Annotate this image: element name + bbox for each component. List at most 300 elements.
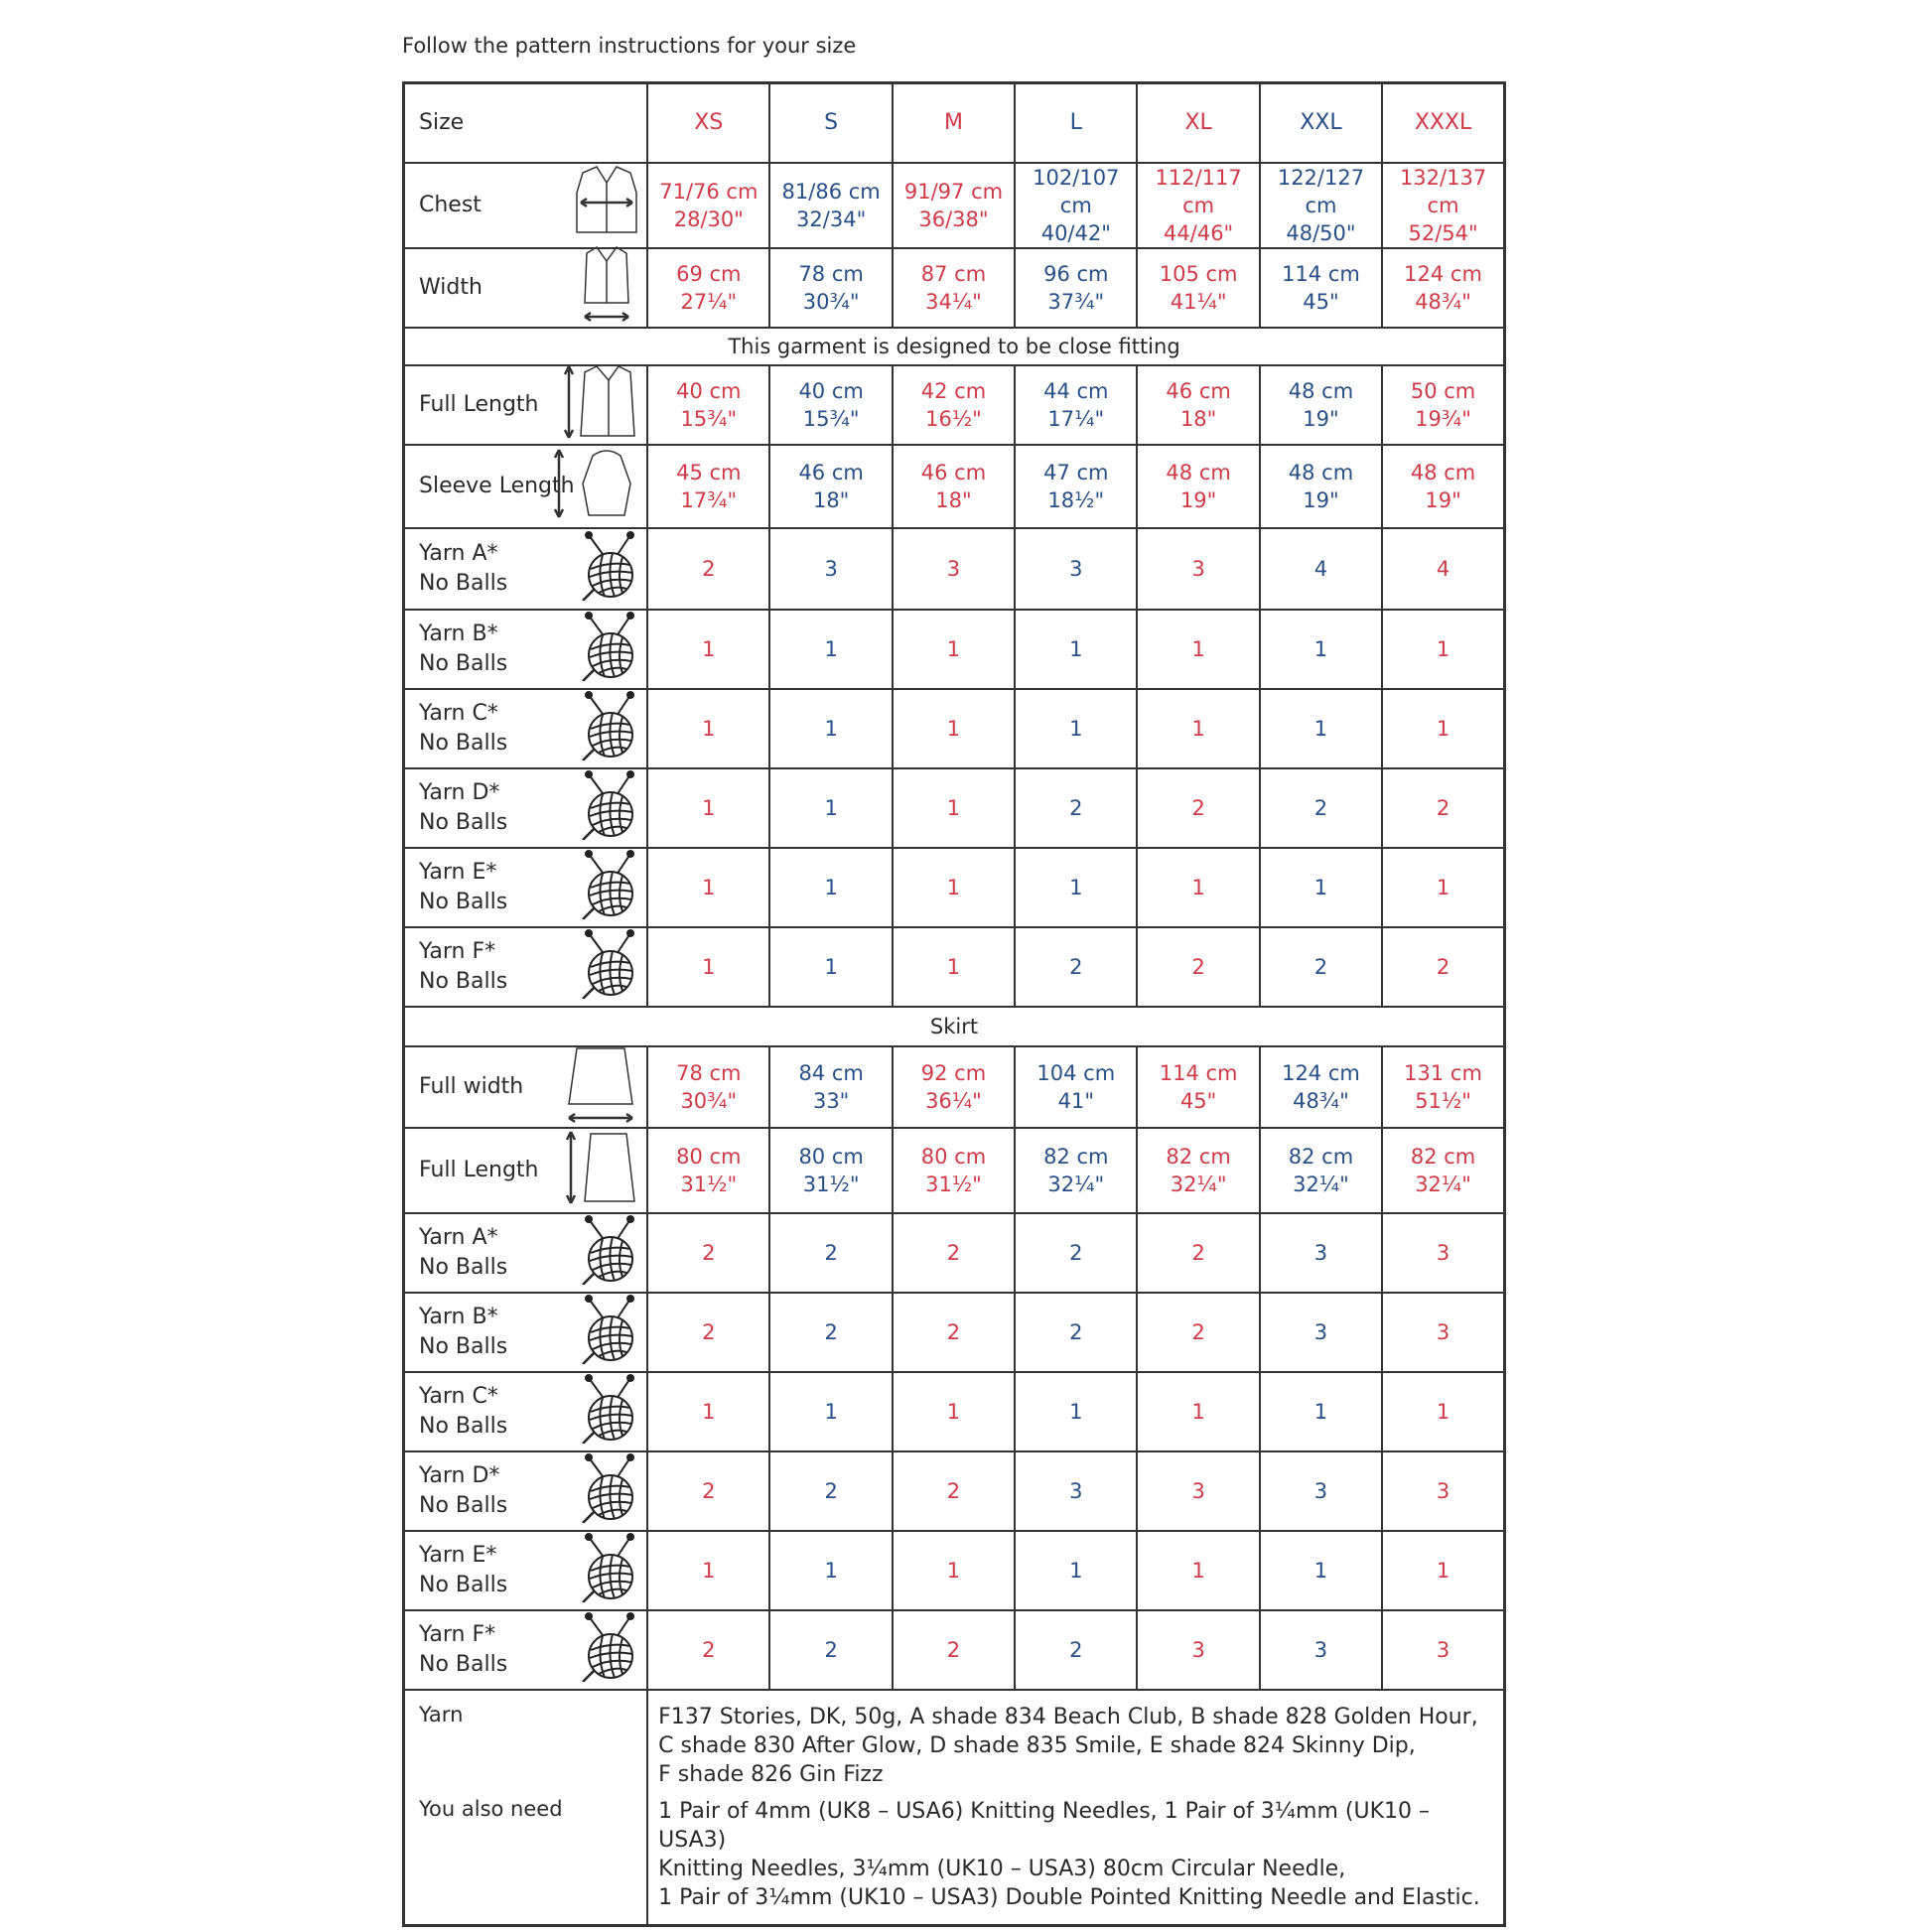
garment-chest-value-s <box>769 163 892 248</box>
skirt-full-width-value-xxl <box>1260 1046 1382 1128</box>
metric-value: 114 cm <box>1159 1060 1238 1085</box>
skirt-yarn-b-count-xs: 2 <box>647 1293 769 1372</box>
page-intro: Follow the pattern instructions for your size <box>402 34 857 58</box>
garment-full-length-value-m <box>893 365 1015 445</box>
size-label-text: Size <box>419 109 465 135</box>
yarn-balls-label: No Balls <box>419 730 508 756</box>
size-s: S <box>769 83 892 163</box>
garment-full-length-value-xl <box>1137 365 1259 445</box>
skirt-yarn-c-count-m: 1 <box>893 1372 1015 1451</box>
garment-width-value-xs <box>647 248 769 328</box>
imperial-value: 31½" <box>802 1172 860 1196</box>
skirt-yarn-f-count-xxxl: 3 <box>1382 1610 1504 1690</box>
yarn-balls-label: No Balls <box>419 968 508 994</box>
skirt-yarn-f-count-xl: 3 <box>1137 1610 1259 1690</box>
skirt-yarn-c-count-xxl: 1 <box>1260 1372 1382 1451</box>
imperial-value: 41¼" <box>1170 289 1227 314</box>
garment-chest-value-m <box>893 163 1015 248</box>
cardigan-yarn-e-count-s: 1 <box>769 848 892 927</box>
skirt-yarn-b-count-xl: 2 <box>1137 1293 1259 1372</box>
skirt-yarn-d-count-xs: 2 <box>647 1451 769 1531</box>
skirt-yarn-d-label <box>404 1451 648 1531</box>
imperial-value: 19" <box>1303 487 1339 512</box>
skirt-yarn-d-count-xl: 3 <box>1137 1451 1259 1531</box>
yarn-ball-icon <box>581 929 638 1005</box>
garment-chest-value-xxxl <box>1382 163 1504 248</box>
skirt-full-length-value-xxxl <box>1382 1128 1504 1213</box>
yarn-notes-label: Yarn <box>419 1702 464 1726</box>
garment-full-length-label-text: Full Length <box>419 391 539 417</box>
skirt-yarn-a-count-m: 2 <box>893 1213 1015 1293</box>
imperial-value: 19" <box>1425 487 1461 512</box>
sleeve-length-icon <box>551 444 638 529</box>
imperial-value: 30¾" <box>680 1088 738 1113</box>
skirt-yarn-c-count-s: 1 <box>769 1372 892 1451</box>
imperial-value: 15¾" <box>802 406 860 431</box>
cardigan-yarn-c-label <box>404 689 648 768</box>
garment-full-length-value-xxxl <box>1382 365 1504 445</box>
cardigan-yarn-f-count-xl: 2 <box>1137 927 1259 1007</box>
yarn-balls-label: No Balls <box>419 650 508 676</box>
skirt-yarn-d-count-s: 2 <box>769 1451 892 1531</box>
yarn-name: Yarn B* <box>419 1304 498 1329</box>
metric-value: 48 cm <box>1288 378 1354 403</box>
garment-sleeve-length-value-xxl <box>1260 445 1382 528</box>
cardigan-yarn-c-count-m: 1 <box>893 689 1015 768</box>
size-xxxl: XXXL <box>1382 83 1504 163</box>
garment-chest-value-xxl <box>1260 163 1382 248</box>
metric-value: 80 cm <box>798 1144 864 1169</box>
skirt-yarn-f-count-xs: 2 <box>647 1610 769 1690</box>
cardigan-yarn-c-count-s: 1 <box>769 689 892 768</box>
garment-sleeve-length-value-xl <box>1137 445 1259 528</box>
skirt-yarn-b-row <box>404 1293 1505 1372</box>
yarn-name: Yarn E* <box>419 859 497 885</box>
skirt-full-length-label <box>404 1128 648 1213</box>
garment-sleeve-length-label-text: Sleeve Length <box>419 473 575 498</box>
garment-width-label-text: Width <box>419 274 483 300</box>
yarn-name: Yarn B* <box>419 621 498 646</box>
skirt-yarn-c-count-xxxl: 1 <box>1382 1372 1504 1451</box>
imperial-value: 44/46" <box>1164 220 1234 245</box>
skirt-yarn-a-row <box>404 1213 1505 1293</box>
garment-full-length-value-s <box>769 365 892 445</box>
cardigan-yarn-b-count-xxxl: 1 <box>1382 610 1504 689</box>
skirt-yarn-e-count-xs: 1 <box>647 1531 769 1610</box>
metric-value: 105 cm <box>1159 261 1238 286</box>
cardigan-yarn-e-count-l: 1 <box>1015 848 1137 927</box>
cardigan-yarn-a-count-m: 3 <box>893 528 1015 610</box>
skirt-yarn-c-row <box>404 1372 1505 1451</box>
cardigan-yarn-b-count-l: 1 <box>1015 610 1137 689</box>
skirt-yarn-a-count-xs: 2 <box>647 1213 769 1293</box>
cardigan-yarn-e-count-xs: 1 <box>647 848 769 927</box>
cardigan-yarn-d-row <box>404 768 1505 848</box>
imperial-value: 31½" <box>680 1172 738 1196</box>
cardigan-yarn-c-count-xs: 1 <box>647 689 769 768</box>
cardigan-yarn-b-row <box>404 610 1505 689</box>
cardigan-chest-icon <box>575 163 638 248</box>
metric-value: 122/127 cm <box>1277 165 1365 217</box>
garment-sleeve-length-row <box>404 445 1505 528</box>
cardigan-yarn-f-row <box>404 927 1505 1007</box>
notes-labels <box>404 1690 648 1926</box>
cardigan-yarn-e-count-xl: 1 <box>1137 848 1259 927</box>
yarn-ball-icon <box>581 1533 638 1608</box>
metric-value: 87 cm <box>920 261 987 286</box>
yarn-name: Yarn A* <box>419 540 498 566</box>
garment-width-value-l <box>1015 248 1137 328</box>
imperial-value: 48/50" <box>1286 220 1356 245</box>
metric-value: 96 cm <box>1043 261 1109 286</box>
imperial-value: 30¾" <box>802 289 860 314</box>
skirt-yarn-f-row <box>404 1610 1505 1690</box>
skirt-yarn-b-count-xxl: 3 <box>1260 1293 1382 1372</box>
skirt-full-width-value-m <box>893 1046 1015 1128</box>
yarn-description-line: F shade 826 Gin Fizz <box>658 1761 884 1787</box>
metric-value: 69 cm <box>676 261 742 286</box>
skirt-yarn-f-count-s: 2 <box>769 1610 892 1690</box>
skirt-heading: Skirt <box>404 1007 1505 1046</box>
imperial-value: 41" <box>1057 1088 1094 1113</box>
yarn-name: Yarn C* <box>419 1383 498 1409</box>
yarn-name: Yarn A* <box>419 1224 498 1250</box>
cardigan-yarn-a-count-s: 3 <box>769 528 892 610</box>
metric-value: 50 cm <box>1410 378 1476 403</box>
skirt-yarn-e-count-xxxl: 1 <box>1382 1531 1504 1610</box>
skirt-yarn-a-count-xl: 2 <box>1137 1213 1259 1293</box>
skirt-full-length-value-l <box>1015 1128 1137 1213</box>
garment-sleeve-length-value-m <box>893 445 1015 528</box>
cardigan-yarn-e-count-xxl: 1 <box>1260 848 1382 927</box>
imperial-value: 37¾" <box>1047 289 1105 314</box>
yarn-name: Yarn F* <box>419 1621 496 1647</box>
skirt-yarn-f-count-l: 2 <box>1015 1610 1137 1690</box>
skirt-full-length-value-xs <box>647 1128 769 1213</box>
garment-width-row <box>404 248 1505 328</box>
imperial-value: 45" <box>1303 289 1339 314</box>
metric-value: 71/76 cm <box>659 179 759 204</box>
yarn-name: Yarn C* <box>419 700 498 726</box>
size-l: L <box>1015 83 1137 163</box>
cardigan-yarn-a-count-xs: 2 <box>647 528 769 610</box>
metric-value: 124 cm <box>1404 261 1482 286</box>
skirt-full-length-value-xxl <box>1260 1128 1382 1213</box>
metric-value: 124 cm <box>1282 1060 1360 1085</box>
garment-width-label <box>404 248 648 328</box>
cardigan-yarn-c-row <box>404 689 1505 768</box>
skirt-full-length-value-xl <box>1137 1128 1259 1213</box>
imperial-value: 40/42" <box>1040 220 1111 245</box>
metric-value: 78 cm <box>798 261 864 286</box>
yarn-balls-label: No Balls <box>419 809 508 835</box>
skirt-full-width-value-xxxl <box>1382 1046 1504 1128</box>
metric-value: 131 cm <box>1404 1060 1482 1085</box>
metric-value: 47 cm <box>1043 460 1109 484</box>
cardigan-yarn-e-count-m: 1 <box>893 848 1015 927</box>
garment-width-value-xxxl <box>1382 248 1504 328</box>
skirt-heading-row <box>404 1007 1505 1046</box>
cardigan-yarn-c-count-xxl: 1 <box>1260 689 1382 768</box>
yarn-balls-label: No Balls <box>419 1492 508 1518</box>
metric-value: 132/137 cm <box>1399 165 1487 217</box>
skirt-full-width-row <box>404 1046 1505 1128</box>
yarn-name: Yarn F* <box>419 938 496 964</box>
yarn-balls-label: No Balls <box>419 1254 508 1280</box>
yarn-balls-label: No Balls <box>419 1651 508 1677</box>
imperial-value: 32¼" <box>1047 1172 1105 1196</box>
skirt-yarn-a-count-l: 2 <box>1015 1213 1137 1293</box>
yarn-description <box>658 1703 1493 1789</box>
yarn-description-line: F137 Stories, DK, 50g, A shade 834 Beach Club, B shade 828 Golden Hour, <box>658 1704 1478 1729</box>
cardigan-yarn-a-row <box>404 528 1505 610</box>
imperial-value: 28/30" <box>673 207 744 231</box>
imperial-value: 36¼" <box>925 1088 982 1113</box>
skirt-full-length-label-text: Full Length <box>419 1157 539 1182</box>
imperial-value: 18" <box>935 487 972 512</box>
skirt-yarn-c-count-xs: 1 <box>647 1372 769 1451</box>
imperial-value: 32¼" <box>1170 1172 1227 1196</box>
garment-chest-value-xs <box>647 163 769 248</box>
yarn-name: Yarn E* <box>419 1542 497 1568</box>
skirt-full-length-value-m <box>893 1128 1015 1213</box>
metric-value: 40 cm <box>798 378 864 403</box>
cardigan-yarn-d-count-xxl: 2 <box>1260 768 1382 848</box>
imperial-value: 45" <box>1179 1088 1217 1113</box>
garment-sleeve-length-value-xxxl <box>1382 445 1504 528</box>
cardigan-yarn-c-count-l: 1 <box>1015 689 1137 768</box>
imperial-value: 32/34" <box>796 207 867 231</box>
metric-value: 46 cm <box>798 460 864 484</box>
cardigan-yarn-d-label <box>404 768 648 848</box>
skirt-yarn-e-row <box>404 1531 1505 1610</box>
garment-chest-value-l <box>1015 163 1137 248</box>
imperial-value: 16½" <box>925 406 982 431</box>
cardigan-yarn-a-count-l: 3 <box>1015 528 1137 610</box>
cardigan-length-icon <box>563 362 638 448</box>
cardigan-yarn-d-count-xs: 1 <box>647 768 769 848</box>
yarn-ball-icon <box>581 691 638 766</box>
also-need-line: 1 Pair of 3¼mm (UK10 – USA3) Double Pointed Knitting Needle and Elastic. <box>658 1884 1480 1910</box>
skirt-yarn-e-label <box>404 1531 648 1610</box>
imperial-value: 18" <box>812 487 850 512</box>
metric-value: 42 cm <box>920 378 987 403</box>
skirt-yarn-e-count-s: 1 <box>769 1531 892 1610</box>
garment-sleeve-length-value-l <box>1015 445 1137 528</box>
cardigan-yarn-f-count-xs: 1 <box>647 927 769 1007</box>
cardigan-yarn-d-count-l: 2 <box>1015 768 1137 848</box>
fit-note: This garment is designed to be close fitting <box>404 328 1505 365</box>
size-m: M <box>893 83 1015 163</box>
imperial-value: 17¼" <box>1047 406 1105 431</box>
garment-width-value-s <box>769 248 892 328</box>
garment-width-value-xl <box>1137 248 1259 328</box>
garment-full-length-value-xs <box>647 365 769 445</box>
skirt-yarn-a-count-s: 2 <box>769 1213 892 1293</box>
yarn-balls-label: No Balls <box>419 1333 508 1359</box>
metric-value: 82 cm <box>1166 1144 1231 1169</box>
skirt-yarn-c-count-xl: 1 <box>1137 1372 1259 1451</box>
cardigan-yarn-b-count-s: 1 <box>769 610 892 689</box>
metric-value: 80 cm <box>920 1144 987 1169</box>
skirt-full-width-label <box>404 1046 648 1128</box>
skirt-yarn-d-count-xxl: 3 <box>1260 1451 1382 1531</box>
metric-value: 92 cm <box>920 1060 987 1085</box>
metric-value: 81/86 cm <box>781 179 881 204</box>
metric-value: 44 cm <box>1043 378 1109 403</box>
cardigan-yarn-a-count-xxl: 4 <box>1260 528 1382 610</box>
imperial-value: 19¾" <box>1415 406 1471 431</box>
skirt-full-length-value-s <box>769 1128 892 1213</box>
notes-content <box>647 1690 1504 1926</box>
size-chart-table <box>402 81 1506 1927</box>
metric-value: 102/107 cm <box>1033 165 1120 217</box>
imperial-value: 52/54" <box>1408 220 1478 245</box>
imperial-value: 27¼" <box>680 289 738 314</box>
garment-width-value-xxl <box>1260 248 1382 328</box>
yarn-description-line: C shade 830 After Glow, D shade 835 Smile, E shade 824 Skinny Dip, <box>658 1732 1416 1758</box>
yarn-balls-label: No Balls <box>419 570 508 596</box>
metric-value: 48 cm <box>1166 460 1231 484</box>
cardigan-yarn-b-label <box>404 610 648 689</box>
skirt-full-width-value-l <box>1015 1046 1137 1128</box>
imperial-value: 15¾" <box>680 406 738 431</box>
imperial-value: 31½" <box>925 1172 982 1196</box>
cardigan-yarn-f-label <box>404 927 648 1007</box>
skirt-yarn-a-count-xxl: 3 <box>1260 1213 1382 1293</box>
garment-full-length-label <box>404 365 648 445</box>
cardigan-yarn-b-count-xs: 1 <box>647 610 769 689</box>
garment-chest-value-xl <box>1137 163 1259 248</box>
skirt-yarn-d-row <box>404 1451 1505 1531</box>
garment-sleeve-length-value-xs <box>647 445 769 528</box>
metric-value: 82 cm <box>1410 1144 1476 1169</box>
skirt-yarn-a-label <box>404 1213 648 1293</box>
yarn-balls-label: No Balls <box>419 1413 508 1439</box>
garment-chest-label <box>404 163 648 248</box>
size-xxl: XXL <box>1260 83 1382 163</box>
cardigan-yarn-a-count-xxxl: 4 <box>1382 528 1504 610</box>
yarn-ball-icon <box>581 1215 638 1291</box>
garment-chest-label-text: Chest <box>419 192 482 217</box>
skirt-yarn-b-label <box>404 1293 648 1372</box>
notes-row <box>404 1690 1505 1926</box>
also-need-line: 1 Pair of 4mm (UK8 – USA6) Knitting Needles, 1 Pair of 3¼mm (UK10 – USA3) <box>658 1798 1431 1853</box>
metric-value: 112/117 cm <box>1155 165 1242 217</box>
skirt-yarn-b-count-s: 2 <box>769 1293 892 1372</box>
skirt-yarn-d-count-m: 2 <box>893 1451 1015 1531</box>
skirt-yarn-f-count-m: 2 <box>893 1610 1015 1690</box>
cardigan-width-icon <box>575 245 638 331</box>
cardigan-yarn-b-count-xl: 1 <box>1137 610 1259 689</box>
metric-value: 82 cm <box>1043 1144 1109 1169</box>
imperial-value: 48¾" <box>1415 289 1471 314</box>
yarn-ball-icon <box>581 1453 638 1529</box>
metric-value: 82 cm <box>1288 1144 1354 1169</box>
imperial-value: 18" <box>1179 406 1217 431</box>
size-label <box>404 83 648 163</box>
skirt-yarn-f-label <box>404 1610 648 1690</box>
skirt-yarn-e-count-xxl: 1 <box>1260 1531 1382 1610</box>
garment-full-length-value-l <box>1015 365 1137 445</box>
metric-value: 46 cm <box>920 460 987 484</box>
skirt-yarn-f-count-xxl: 3 <box>1260 1610 1382 1690</box>
skirt-full-width-label-text: Full width <box>419 1073 524 1099</box>
yarn-name: Yarn D* <box>419 779 500 805</box>
skirt-full-width-value-s <box>769 1046 892 1128</box>
metric-value: 48 cm <box>1288 460 1354 484</box>
cardigan-yarn-e-label <box>404 848 648 927</box>
cardigan-yarn-f-count-s: 1 <box>769 927 892 1007</box>
skirt-full-length-row <box>404 1128 1505 1213</box>
skirt-yarn-e-count-xl: 1 <box>1137 1531 1259 1610</box>
metric-value: 40 cm <box>676 378 742 403</box>
skirt-yarn-a-count-xxxl: 3 <box>1382 1213 1504 1293</box>
metric-value: 84 cm <box>798 1060 864 1085</box>
yarn-name: Yarn D* <box>419 1462 500 1488</box>
imperial-value: 51½" <box>1415 1088 1471 1113</box>
cardigan-yarn-a-count-xl: 3 <box>1137 528 1259 610</box>
metric-value: 91/97 cm <box>903 179 1004 204</box>
cardigan-yarn-b-count-xxl: 1 <box>1260 610 1382 689</box>
skirt-full-width-value-xl <box>1137 1046 1259 1128</box>
also-need-line: Knitting Needles, 3¼mm (UK10 – USA3) 80cm Circular Needle, <box>658 1856 1346 1881</box>
imperial-value: 33" <box>812 1088 850 1113</box>
cardigan-yarn-f-count-xxl: 2 <box>1260 927 1382 1007</box>
garment-chest-row <box>404 163 1505 248</box>
skirt-yarn-b-count-xxxl: 3 <box>1382 1293 1504 1372</box>
size-xl: XL <box>1137 83 1259 163</box>
metric-value: 104 cm <box>1036 1060 1116 1085</box>
skirt-length-icon <box>563 1128 638 1213</box>
yarn-ball-icon <box>581 1374 638 1449</box>
imperial-value: 32¼" <box>1415 1172 1471 1196</box>
cardigan-yarn-f-count-xxxl: 2 <box>1382 927 1504 1007</box>
imperial-value: 36/38" <box>918 207 989 231</box>
also-need-description <box>658 1797 1493 1912</box>
skirt-yarn-e-count-m: 1 <box>893 1531 1015 1610</box>
metric-value: 46 cm <box>1166 378 1231 403</box>
skirt-yarn-e-count-l: 1 <box>1015 1531 1137 1610</box>
imperial-value: 17¾" <box>680 487 738 512</box>
metric-value: 45 cm <box>676 460 742 484</box>
imperial-value: 19" <box>1179 487 1217 512</box>
cardigan-yarn-e-row <box>404 848 1505 927</box>
size-header-row <box>404 83 1505 163</box>
garment-width-value-m <box>893 248 1015 328</box>
garment-sleeve-length-value-s <box>769 445 892 528</box>
skirt-yarn-b-count-m: 2 <box>893 1293 1015 1372</box>
imperial-value: 34¼" <box>925 289 982 314</box>
metric-value: 78 cm <box>676 1060 742 1085</box>
yarn-balls-label: No Balls <box>419 889 508 914</box>
metric-value: 80 cm <box>676 1144 742 1169</box>
yarn-ball-icon <box>581 612 638 687</box>
yarn-ball-icon <box>581 1612 638 1688</box>
fit-note-row <box>404 328 1505 365</box>
skirt-full-width-value-xs <box>647 1046 769 1128</box>
cardigan-yarn-c-count-xl: 1 <box>1137 689 1259 768</box>
garment-sleeve-length-label <box>404 445 648 528</box>
also-need-label: You also need <box>419 1796 563 1821</box>
skirt-yarn-d-count-l: 3 <box>1015 1451 1137 1531</box>
garment-full-length-row <box>404 365 1505 445</box>
skirt-yarn-c-count-l: 1 <box>1015 1372 1137 1451</box>
yarn-ball-icon <box>581 531 638 607</box>
skirt-width-icon <box>563 1044 638 1130</box>
skirt-yarn-b-count-l: 2 <box>1015 1293 1137 1372</box>
cardigan-yarn-f-count-m: 1 <box>893 927 1015 1007</box>
